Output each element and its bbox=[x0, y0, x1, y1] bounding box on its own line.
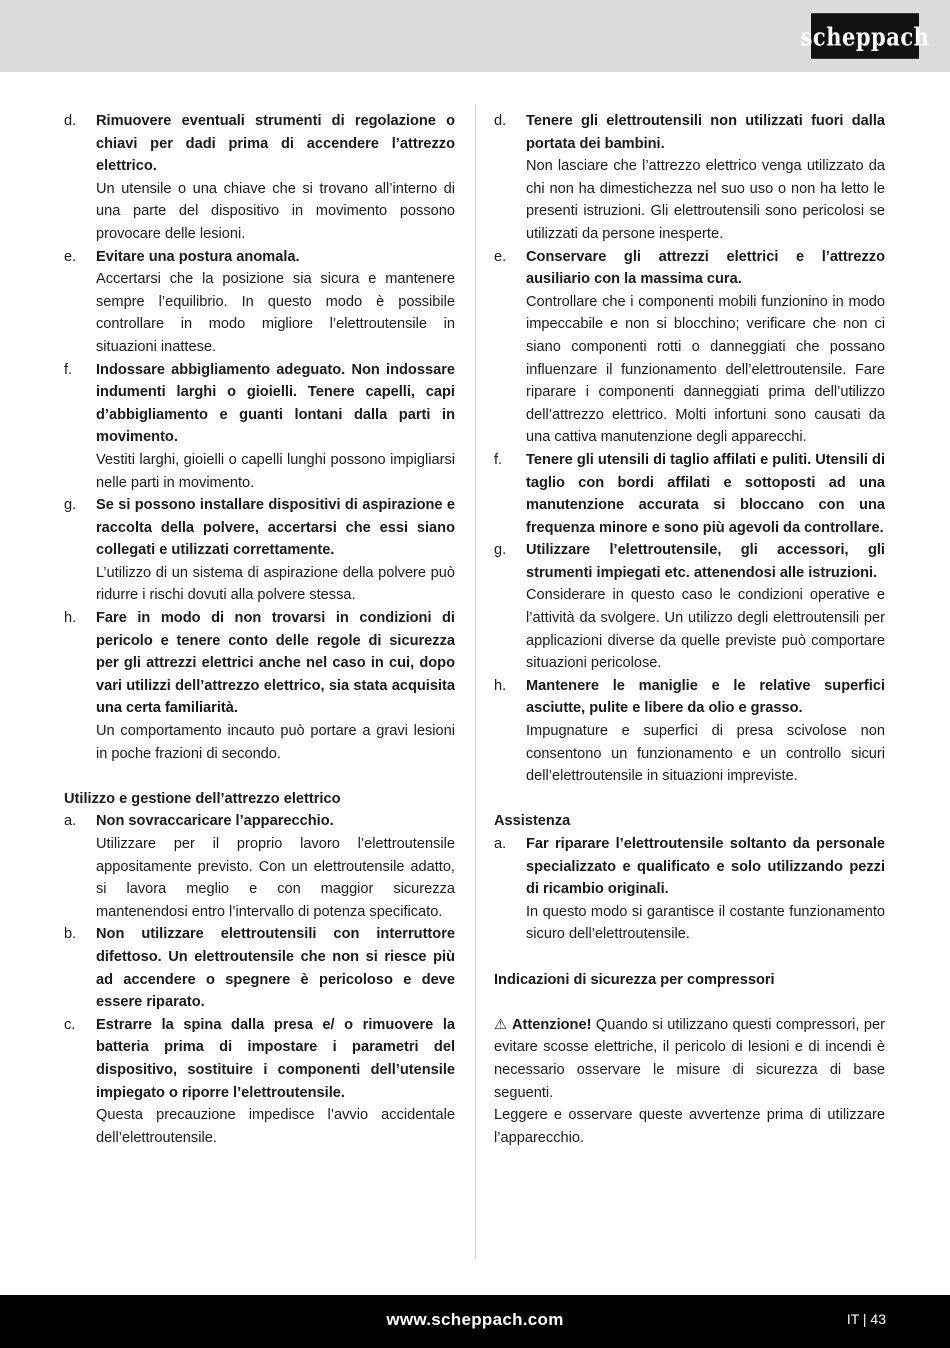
list-item bbox=[64, 110, 455, 246]
list-item bbox=[64, 359, 455, 495]
item-title: Tenere gli elettroutensili non utilizzati fuori dalla portata dei bambini. bbox=[526, 113, 885, 152]
list-item bbox=[64, 607, 455, 765]
item-letter: g. bbox=[64, 497, 77, 514]
item-title: Se si possono installare dispositivi di aspirazione e raccolta della polvere, accertarsi che essi siano collegati e utilizzati correttamente. bbox=[96, 497, 455, 559]
item-body: Vestiti larghi, gioielli o capelli lunghi possono impigliarsi nelle parti in movimento. bbox=[96, 451, 455, 491]
item-title: Rimuovere eventuali strumenti di regolazione o chiavi per dadi prima di accendere l’attrezzo elettrico. bbox=[96, 113, 455, 175]
item-body: In questo modo si garantisce il costante funzionamento sicuro dell’elettroutensile. bbox=[526, 903, 885, 943]
list-item bbox=[494, 449, 885, 539]
item-letter: d. bbox=[64, 113, 77, 129]
item-letter: d. bbox=[494, 113, 507, 129]
item-body: Accertarsi che la posizione sia sicura e mantenere sempre l’equilibrio. In questo modo è possibile controllare in modo migliore l’elettroutensile in situazioni inattese. bbox=[96, 271, 455, 355]
list-item bbox=[64, 1014, 455, 1150]
item-body: Considerare in questo caso le condizioni operative e l’attività da svolgere. Un utilizzo degli elettroutensili per applicazioni diverse da quelle previste può comportare situazioni pericolose. bbox=[526, 587, 885, 672]
list-item bbox=[494, 539, 885, 675]
assistenza-item-list bbox=[494, 833, 885, 946]
list-item bbox=[494, 675, 885, 788]
item-body: Un comportamento incauto può portare a gravi lesioni in poche frazioni di secondo. bbox=[96, 723, 455, 762]
item-letter: f. bbox=[494, 451, 503, 468]
closing-paragraph: Leggere e osservare queste avvertenze prima di utilizzare l’apparecchio. bbox=[494, 1107, 885, 1146]
footer-website-link[interactable]: www.scheppach.com bbox=[386, 1310, 564, 1329]
right-item-list bbox=[494, 110, 885, 788]
left-column bbox=[64, 110, 455, 1149]
item-body: Non lasciare che l’attrezzo elettrico venga utilizzato da chi non ha dimestichezza nel suo uso o non ha letto le presenti istruzioni. Gli elettroutensili sono pericolosi se utilizzati da persone inesperte. bbox=[526, 158, 885, 242]
list-item bbox=[494, 110, 885, 246]
item-letter: e. bbox=[494, 248, 507, 265]
item-letter: e. bbox=[64, 248, 77, 265]
item-body: L’utilizzo di un sistema di aspirazione della polvere può ridurre i rischi dovuti alla polvere stessa. bbox=[96, 564, 455, 604]
item-letter: b. bbox=[64, 926, 77, 943]
item-body: Controllare che i componenti mobili funzionino in modo impeccabile e non si blocchino; verificare che non ci siano componenti rotti o danneggiati che possano influenzare il funzionamento dell’elettroutensile. Fare riparare i componenti danneggiati prima dell’utilizzo dell’attrezzo elettrico. Molti infortuni sono causati da una cattiva manutenzione degli apparecchi. bbox=[526, 293, 885, 446]
item-body: Questa precauzione impedisce l’avvio accidentale dell’elettroutensile. bbox=[96, 1107, 455, 1146]
warning-text: Quando si utilizzano questi compressori, per evitare scosse elettriche, il pericolo di lesioni e di incendi è necessario osservare le misure di sicurezza di base seguenti. bbox=[494, 1016, 885, 1101]
item-title: Evitare una postura anomala. bbox=[96, 248, 300, 265]
section-title-assistenza: Assistenza bbox=[494, 813, 571, 830]
item-letter: h. bbox=[494, 677, 507, 694]
left-item-list bbox=[64, 110, 455, 765]
item-title: Non utilizzare elettroutensili con interruttore difettoso. Un elettroutensile che non si riesce più ad accendere o spegnere è pericoloso e deve essere riparato. bbox=[96, 926, 455, 1011]
item-title: Indossare abbigliamento adeguato. Non indossare indumenti larghi o gioielli. Tenere capelli, capi d’abbigliamento e guanti lontani dalla parti in movimento. bbox=[96, 361, 455, 446]
section-title-utilizzo: Utilizzo e gestione dell’attrezzo elettrico bbox=[64, 790, 341, 807]
list-item bbox=[494, 246, 885, 449]
column-divider bbox=[475, 104, 476, 1259]
item-body: Impugnature e superfici di presa scivolose non consentono un funzionamento e un controllo sicuri dell’elettroutensile in situazioni impreviste. bbox=[526, 723, 885, 785]
warning-triangle-icon: ⚠ bbox=[494, 1016, 508, 1033]
footer-bar bbox=[0, 1295, 950, 1348]
item-letter: h. bbox=[64, 610, 77, 627]
item-title: Far riparare l’elettroutensile soltanto da personale specializzato e qualificato e solo utilizzando pezzi di ricambio originali. bbox=[526, 836, 885, 898]
right-column bbox=[494, 110, 885, 1149]
list-item bbox=[64, 246, 455, 359]
item-letter: c. bbox=[64, 1016, 76, 1033]
list-item bbox=[64, 494, 455, 607]
spacer bbox=[494, 991, 885, 1014]
scheppach-logo: scheppach bbox=[811, 13, 919, 59]
item-letter: f. bbox=[64, 361, 73, 378]
item-title: Tenere gli utensili di taglio affilati e puliti. Utensili di taglio con bordi affilati e sottoposti ad una manutenzione accurata si bloccano con una frequenza minore e sono più agevoli da controllare. bbox=[526, 451, 885, 536]
list-item bbox=[64, 923, 455, 1013]
list-item bbox=[64, 810, 455, 923]
item-title: Estrarre la spina dalla presa e/ o rimuovere la batteria prima di impostare i parametri del dispositivo, sostituire i componenti dell’utensile impiegato o riporre l’elettroutensile. bbox=[96, 1016, 455, 1101]
footer-page-number: IT | 43 bbox=[846, 1311, 886, 1327]
item-body: Utilizzare per il proprio lavoro l’elettroutensile appositamente previsto. Con un elettroutensile adatto, si lavora meglio e con maggior sicurezza mantenendosi entro l’intervallo di potenza specificato. bbox=[96, 836, 455, 920]
list-item bbox=[494, 833, 885, 946]
warning-paragraph bbox=[494, 1014, 885, 1104]
item-letter: a. bbox=[64, 813, 77, 830]
section-title-compressori: Indicazioni di sicurezza per compressori bbox=[494, 971, 775, 988]
item-letter: g. bbox=[494, 542, 507, 559]
item-body: Un utensile o una chiave che si trovano all’interno di una parte del dispositivo in movimento possono provocare delle lesioni. bbox=[96, 180, 455, 242]
item-title: Non sovraccaricare l’apparecchio. bbox=[96, 813, 334, 830]
utilizzo-item-list bbox=[64, 810, 455, 1149]
warning-label: Attenzione! bbox=[512, 1016, 592, 1033]
item-letter: a. bbox=[494, 836, 507, 852]
item-title: Conservare gli attrezzi elettrici e l’attrezzo ausiliario con la massima cura. bbox=[526, 248, 885, 288]
item-title: Fare in modo di non trovarsi in condizioni di pericolo e tenere conto delle regole di sicurezza per gli attrezzi elettrici anche nel caso in cui, dopo vari utilizzi dell’attrezzo elettrico, sia stata acquisita una certa familiarità. bbox=[96, 610, 455, 717]
item-title: Mantenere le maniglie e le relative superfici asciutte, pulite e libere da olio e grasso. bbox=[526, 677, 885, 717]
item-title: Utilizzare l’elettroutensile, gli accessori, gli strumenti impiegati etc. attenendosi alle istruzioni. bbox=[526, 542, 885, 581]
